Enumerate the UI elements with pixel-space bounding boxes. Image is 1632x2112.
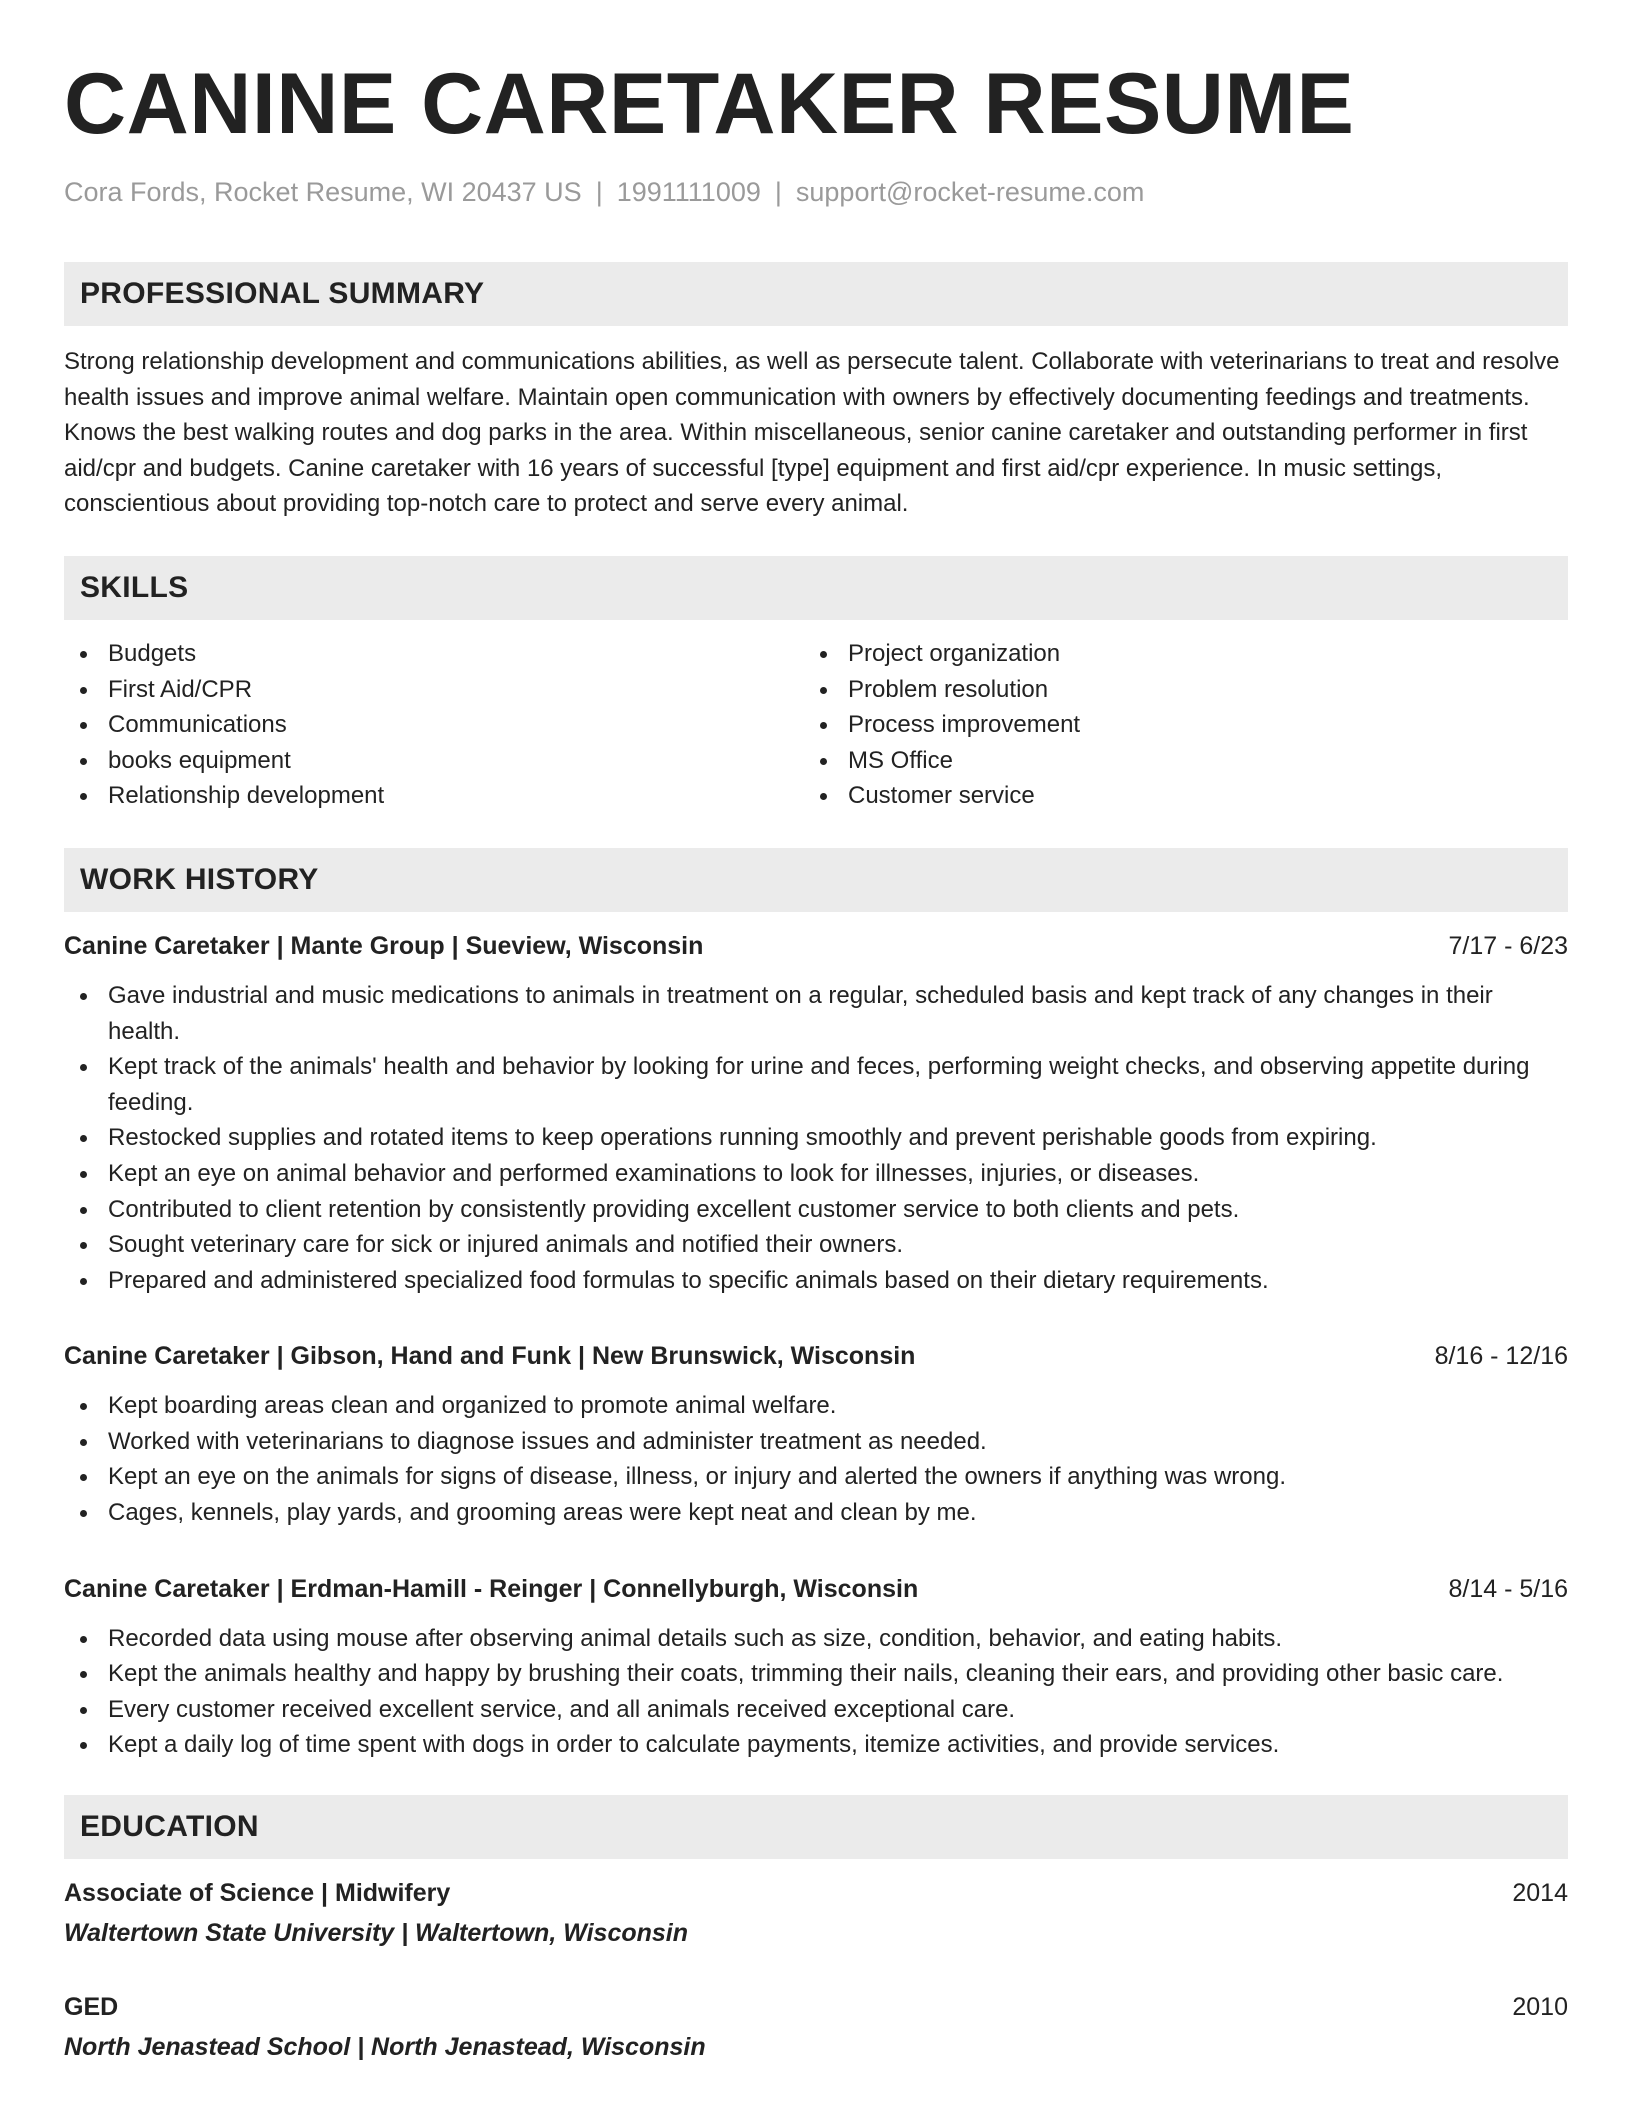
contact-phone: 1991111009 bbox=[616, 177, 761, 207]
job-bullet: Prepared and administered specialized food formulas to specific animals based on their dietary requirements. bbox=[64, 1263, 1568, 1299]
skill-item: Project organization bbox=[804, 636, 1544, 672]
contact-email: support@rocket-resume.com bbox=[795, 177, 1145, 207]
skill-item: Communications bbox=[64, 707, 804, 743]
job-dates: 8/16 - 12/16 bbox=[1434, 1342, 1568, 1371]
job-bullets bbox=[64, 978, 1568, 1298]
skills-section-header bbox=[64, 556, 1568, 620]
contact-separator: | bbox=[774, 177, 782, 207]
skill-item: Process improvement bbox=[804, 707, 1544, 743]
education-section-header bbox=[64, 1795, 1568, 1859]
job-header bbox=[64, 928, 1568, 964]
contact-address: Cora Fords, Rocket Resume, WI 20437 US bbox=[64, 177, 582, 207]
work-section-header bbox=[64, 848, 1568, 912]
job-bullet: Every customer received excellent service, and all animals received exceptional care. bbox=[64, 1692, 1568, 1728]
education-year: 2014 bbox=[1512, 1879, 1568, 1908]
skill-item: MS Office bbox=[804, 743, 1544, 779]
job-bullet: Kept the animals healthy and happy by brushing their coats, trimming their nails, cleaning their ears, and providing other basic care. bbox=[64, 1656, 1568, 1692]
job-bullet: Kept an eye on the animals for signs of disease, illness, or injury and alerted the owners if anything was wrong. bbox=[64, 1459, 1568, 1495]
job-bullet: Contributed to client retention by consistently providing excellent customer service to both clients and pets. bbox=[64, 1192, 1568, 1228]
education-header bbox=[64, 1875, 1568, 1911]
summary-text: Strong relationship development and communications abilities, as well as persecute talent. Collaborate with veterinarians to treat and resolve health issues and improve animal welfare. Maintain open communication with owners by effectively documenting feedings and treatments. Knows the best walking routes and dog parks in the area. Within miscellaneous, senior canine caretaker and outstanding performer in first aid/cpr and budgets. Canine caretaker with 16 years of successful [type] equipment and first aid/cpr experience. In music settings, conscientious about providing top-notch care to protect and serve every animal. bbox=[64, 348, 1560, 518]
education-header bbox=[64, 1989, 1568, 2025]
job-header bbox=[64, 1571, 1568, 1607]
education-degree: GED bbox=[64, 1993, 119, 2022]
skill-item: Budgets bbox=[64, 636, 804, 672]
job-dates: 8/14 - 5/16 bbox=[1448, 1574, 1568, 1603]
job-bullets bbox=[64, 1388, 1568, 1530]
education-school: Waltertown State University | Waltertown, Wisconsin bbox=[64, 1919, 689, 1948]
job-title: Canine Caretaker | Gibson, Hand and Funk | New Brunswick, Wisconsin bbox=[64, 1342, 916, 1371]
skill-item: Relationship development bbox=[64, 778, 804, 814]
education-heading: EDUCATION bbox=[80, 1810, 259, 1844]
job-bullet: Worked with veterinarians to diagnose issues and administer treatment as needed. bbox=[64, 1424, 1568, 1460]
job-bullet: Cages, kennels, play yards, and grooming areas were kept neat and clean by me. bbox=[64, 1495, 1568, 1531]
summary-heading: PROFESSIONAL SUMMARY bbox=[80, 277, 485, 310]
skill-item: books equipment bbox=[64, 743, 804, 779]
job-bullet: Gave industrial and music medications to animals in treatment on a regular, scheduled basis and kept track of any changes in their health. bbox=[64, 978, 1568, 1049]
skills-columns bbox=[64, 636, 1568, 814]
job-entry bbox=[64, 928, 1568, 1298]
contact-line bbox=[64, 174, 1568, 210]
summary-section-header bbox=[64, 262, 1568, 326]
job-bullet: Kept an eye on animal behavior and performed examinations to look for illnesses, injuries, or diseases. bbox=[64, 1156, 1568, 1192]
skills-heading: SKILLS bbox=[80, 570, 189, 604]
education-degree: Associate of Science | Midwifery bbox=[64, 1879, 451, 1908]
skill-item: First Aid/CPR bbox=[64, 672, 804, 708]
skills-list-right bbox=[804, 636, 1544, 814]
job-entry bbox=[64, 1338, 1568, 1530]
skill-item: Problem resolution bbox=[804, 672, 1544, 708]
job-bullets bbox=[64, 1621, 1568, 1763]
job-bullet: Kept boarding areas clean and organized to promote animal welfare. bbox=[64, 1388, 1568, 1424]
job-bullet: Sought veterinary care for sick or injured animals and notified their owners. bbox=[64, 1227, 1568, 1263]
job-bullet: Kept a daily log of time spent with dogs in order to calculate payments, itemize activities, and provide services. bbox=[64, 1727, 1568, 1763]
page-title: CANINE CARETAKER RESUME bbox=[64, 56, 1355, 152]
education-school: North Jenastead School | North Jenastead, Wisconsin bbox=[64, 2033, 706, 2062]
education-entry bbox=[64, 1989, 1568, 2065]
skills-list-left bbox=[64, 636, 804, 814]
education-entry bbox=[64, 1875, 1568, 1951]
job-bullet: Restocked supplies and rotated items to keep operations running smoothly and prevent perishable goods from expiring. bbox=[64, 1120, 1568, 1156]
job-dates: 7/17 - 6/23 bbox=[1448, 931, 1568, 960]
skill-item: Customer service bbox=[804, 778, 1544, 814]
work-heading: WORK HISTORY bbox=[80, 862, 319, 896]
job-bullet: Kept track of the animals' health and behavior by looking for urine and feces, performing weight checks, and observing appetite during feeding. bbox=[64, 1049, 1568, 1120]
job-entry bbox=[64, 1571, 1568, 1763]
job-title: Canine Caretaker | Erdman-Hamill - Reinger | Connellyburgh, Wisconsin bbox=[64, 1574, 919, 1603]
job-bullet: Recorded data using mouse after observing animal details such as size, condition, behavior, and eating habits. bbox=[64, 1621, 1568, 1657]
job-header bbox=[64, 1338, 1568, 1374]
contact-separator: | bbox=[595, 177, 603, 207]
education-year: 2010 bbox=[1512, 1993, 1568, 2022]
job-title: Canine Caretaker | Mante Group | Sueview, Wisconsin bbox=[64, 931, 704, 960]
